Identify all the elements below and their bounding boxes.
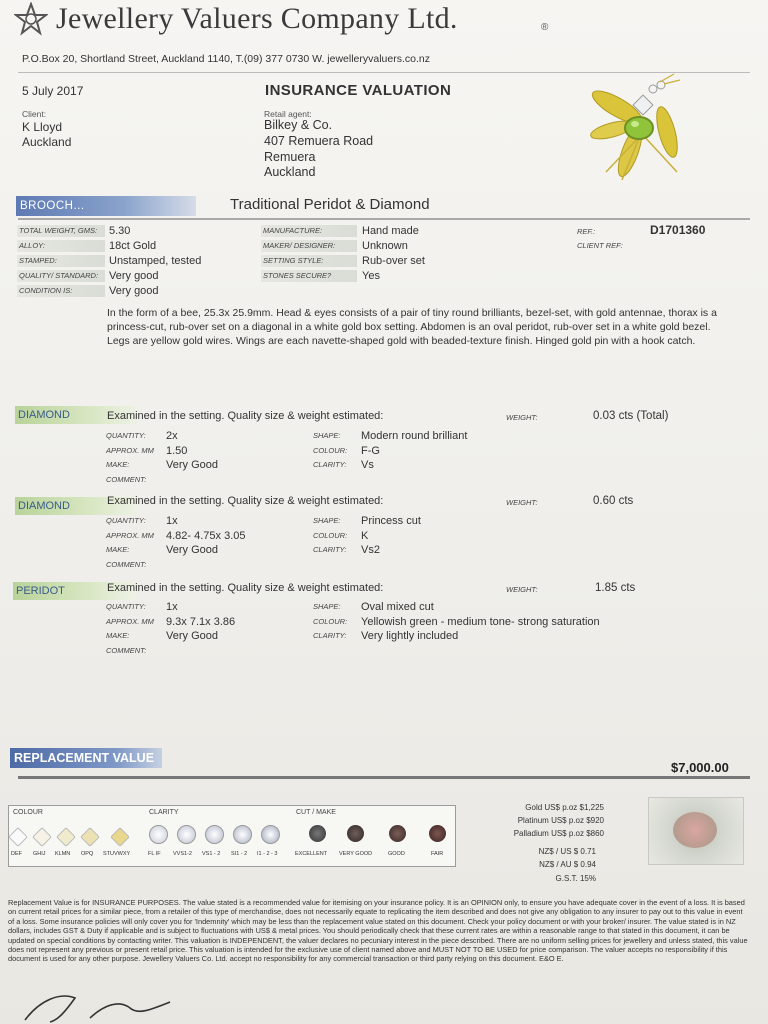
stone-name: DIAMOND: [15, 497, 138, 515]
clarity-grade-swatch: [205, 825, 224, 844]
stone-approx-mm: 9.3x 7.1x 3.86: [166, 616, 236, 628]
field-label: STAMPED:: [17, 255, 105, 267]
registered-mark: ®: [541, 22, 549, 33]
stone-name: DIAMOND: [15, 406, 138, 424]
clarity-grade-swatch: [233, 825, 252, 844]
stone-clarity: Vs: [361, 459, 374, 471]
field-label: APPROX. MM: [106, 446, 154, 455]
hologram-emblem: [673, 812, 717, 848]
section-divider: [18, 776, 750, 779]
colour-grade-swatch: [56, 827, 76, 847]
field-label: MAKE:: [106, 631, 130, 640]
field-label: APPROX. MM: [106, 531, 154, 540]
field-label: COLOUR:: [313, 531, 348, 540]
setting-style-value: Rub-over set: [362, 255, 425, 267]
clarity-grade-label: VS1 - 2: [202, 851, 221, 857]
field-label: SHAPE:: [313, 431, 341, 440]
stone-approx-mm: 4.82- 4.75x 3.05: [166, 530, 246, 542]
colour-grade-label: OPQ: [81, 851, 94, 857]
field-label: MAKE:: [106, 460, 130, 469]
weight-label: WEIGHT:: [506, 498, 538, 507]
clarity-grade-label: VVS1-2: [173, 851, 192, 857]
stone-clarity: Vs2: [361, 544, 380, 556]
document-title: INSURANCE VALUATION: [265, 82, 452, 99]
stamped-value: Unstamped, tested: [109, 255, 202, 267]
cut-grade-swatch: [389, 825, 406, 842]
disclaimer-text: Replacement Value is for INSURANCE PURPOSES. The value stated is a recommended value for itemising on your insurance policy. It is an OPINION only, to ensure you have adequate cover in the event of a loss. It is based on current retail prices for a similar piece, from a retailer of this type of merchandise, does not necessarily equate to replicating the item described and does not give any obligation to any insurer to pay out to this value in event of a loss. Some insurance policies will only cover you for 'Indemnity' which may be less than the replacement value stated on this document. Check your policy document or with your broker/ insurer. The value stated is in NZ dollars, includes GST & Duty if applicable and is subject to fluctuations with US$ & metal prices. You should periodically check that these current rates are within a reasonable range to that stated in this document, it can be updated on special conditions by contacting writer. This valuation is INDEPENDENT, the valuer declares no pecuniary interest in the piece described. There are no uniform selling prices for jewellery and unless stated, this value does not represent any previous or present retail price. This valuation is intended for the exclusive use of client named above and MUST NOT TO BE USED for price comparison. The valuer accepts no responsibility if this document is used for any other purpose. Jewellery Valuers Co. Ltd. accept no responsibility for any commercial transaction or third party relying on this document. E&O E.: [8, 898, 748, 964]
field-label: CONDITION IS:: [17, 285, 105, 297]
field-label: SHAPE:: [313, 516, 341, 525]
stone-intro: Examined in the setting. Quality size & weight estimated:: [107, 495, 384, 507]
company-name: Jewellery Valuers Company Ltd.: [56, 2, 458, 35]
cut-grade-swatch: [347, 825, 364, 842]
maker-value: Unknown: [362, 240, 408, 252]
stone-shape: Oval mixed cut: [361, 601, 434, 613]
document-date: 5 July 2017: [22, 84, 84, 98]
field-label: COMMENT:: [106, 475, 147, 484]
colour-grade-label: DEF: [11, 851, 22, 857]
client-city: Auckland: [22, 135, 72, 149]
field-label: APPROX. MM: [106, 617, 154, 626]
field-label: CLARITY:: [313, 545, 347, 554]
clarity-grade-swatch: [177, 825, 196, 844]
stone-name: PERIDOT: [13, 582, 136, 600]
metal-price-line: Gold US$ p.oz $1,225: [525, 803, 604, 812]
cut-scale-heading: CUT / MAKE: [296, 809, 336, 816]
field-label: CLARITY:: [313, 631, 347, 640]
clarity-scale-heading: CLARITY: [149, 809, 179, 816]
field-label: TOTAL WEIGHT, GMS:: [17, 225, 105, 237]
cut-grade-label: EXCELLENT: [295, 851, 328, 857]
field-label: COMMENT:: [106, 646, 147, 655]
total-weight-value: 5.30: [109, 225, 131, 237]
ref-value: D1701360: [650, 223, 706, 237]
colour-scale-heading: COLOUR: [13, 809, 43, 816]
field-label: SETTING STYLE:: [261, 255, 357, 267]
metal-price-line: Platinum US$ p.oz $920: [517, 816, 604, 825]
field-label: MANUFACTURE:: [261, 225, 357, 237]
field-label: ALLOY:: [17, 240, 105, 252]
item-category-bar: BROOCH...: [16, 196, 196, 216]
weight-label: WEIGHT:: [506, 413, 538, 422]
company-address: P.O.Box 20, Shortland Street, Auckland 1140, T.(09) 377 0730 W. jewelleryvaluers.co.nz: [22, 53, 430, 65]
field-label: QUALITY/ STANDARD:: [17, 270, 105, 282]
clarity-grade-swatch: [261, 825, 280, 844]
bee-brooch-photo: [582, 72, 692, 184]
stone-weight: 0.03 cts (Total): [593, 410, 669, 422]
colour-grade-swatch: [80, 827, 100, 847]
field-label: COMMENT:: [106, 560, 147, 569]
client-name: K Lloyd: [22, 120, 63, 134]
stone-quantity: 1x: [166, 601, 178, 613]
quality-value: Very good: [109, 270, 159, 282]
ref-label: REF.:: [577, 227, 596, 236]
hologram-seal: [648, 797, 744, 865]
colour-grade-label: STUVWXY: [103, 851, 131, 857]
stone-make: Very Good: [166, 544, 218, 556]
grading-chart: [8, 805, 456, 867]
cut-grade-label: GOOD: [388, 851, 405, 857]
retail-agent-line: Remuera: [264, 150, 316, 164]
field-label: MAKER/ DESIGNER:: [261, 240, 357, 252]
stone-quantity: 1x: [166, 515, 178, 527]
cut-grade-label: FAIR: [431, 851, 444, 857]
retail-agent-line: 407 Remuera Road: [264, 134, 374, 148]
retail-agent-label: Retail agent:: [264, 109, 312, 119]
manufacture-value: Hand made: [362, 225, 419, 237]
field-label: CLARITY:: [313, 460, 347, 469]
stone-shape: Princess cut: [361, 515, 421, 527]
client-ref-label: CLIENT REF:: [577, 241, 623, 250]
field-label: QUANTITY:: [106, 602, 146, 611]
item-description: In the form of a bee, 25.3x 25.9mm. Head & eyes consists of a pair of tiny round brilliants, bezel-set, with gold antennae, thorax is a princess-cut, rub-over set on a diagonal in a white gold box setting. Abdomen is an oval peridot, rub-over set in a white gold bezel. Legs are yellow gold wires. Wings are each navette-shaped gold with beaded-texture finish. Hinged gold pin with a hook catch.: [107, 307, 717, 347]
section-divider: [18, 218, 750, 220]
stone-weight: 1.85 cts: [595, 582, 636, 594]
stone-make: Very Good: [166, 459, 218, 471]
stone-quantity: 2x: [166, 430, 178, 442]
clarity-grade-swatch: [149, 825, 168, 844]
field-label: STONES SECURE?: [261, 270, 357, 282]
cut-grade-swatch: [429, 825, 446, 842]
stone-weight: 0.60 cts: [593, 495, 634, 507]
colour-grade-swatch: [32, 827, 52, 847]
metal-price-line: Palladium US$ p.oz $860: [513, 829, 604, 838]
client-label: Client:: [22, 109, 47, 119]
stone-colour: K: [361, 530, 369, 542]
field-label: QUANTITY:: [106, 431, 146, 440]
signature-image: [20, 990, 180, 1024]
stone-intro: Examined in the setting. Quality size & weight estimated:: [107, 582, 384, 594]
stone-approx-mm: 1.50: [166, 445, 188, 457]
colour-grade-swatch: [8, 827, 28, 847]
colour-grade-swatch: [110, 827, 130, 847]
field-label: SHAPE:: [313, 602, 341, 611]
field-label: COLOUR:: [313, 617, 348, 626]
clarity-grade-label: SI1 - 2: [231, 851, 248, 857]
colour-grade-label: KLMN: [55, 851, 71, 857]
alloy-value: 18ct Gold: [109, 240, 157, 252]
clarity-grade-label: I1 - 2 - 3: [257, 851, 278, 857]
colour-grade-label: GHIJ: [33, 851, 46, 857]
clarity-grade-label: FL IF: [148, 851, 161, 857]
stone-shape: Modern round brilliant: [361, 430, 468, 442]
replacement-value-bar: REPLACEMENT VALUE: [10, 748, 162, 768]
field-label: COLOUR:: [313, 446, 348, 455]
retail-agent-line: Auckland: [264, 165, 316, 179]
company-logo-icon: [14, 2, 48, 36]
field-label: MAKE:: [106, 545, 130, 554]
condition-value: Very good: [109, 285, 159, 297]
stone-colour: Yellowish green - medium tone- strong saturation: [361, 616, 600, 628]
metal-price-line: G.S.T. 15%: [555, 874, 596, 883]
weight-label: WEIGHT:: [506, 585, 538, 594]
retail-agent-line: Bilkey & Co.: [264, 118, 333, 132]
replacement-value: $7,000.00: [671, 760, 729, 775]
metal-price-line: NZ$ / AU $ 0.94: [539, 860, 596, 869]
stone-intro: Examined in the setting. Quality size & weight estimated:: [107, 410, 384, 422]
stone-clarity: Very lightly included: [361, 630, 459, 642]
metal-price-line: NZ$ / US $ 0.71: [538, 847, 596, 856]
stone-make: Very Good: [166, 630, 218, 642]
field-label: QUANTITY:: [106, 516, 146, 525]
stone-colour: F-G: [361, 445, 380, 457]
stones-secure-value: Yes: [362, 270, 380, 282]
cut-grade-label: VERY GOOD: [339, 851, 373, 857]
item-title: Traditional Peridot & Diamond: [230, 196, 430, 213]
cut-grade-swatch: [309, 825, 326, 842]
